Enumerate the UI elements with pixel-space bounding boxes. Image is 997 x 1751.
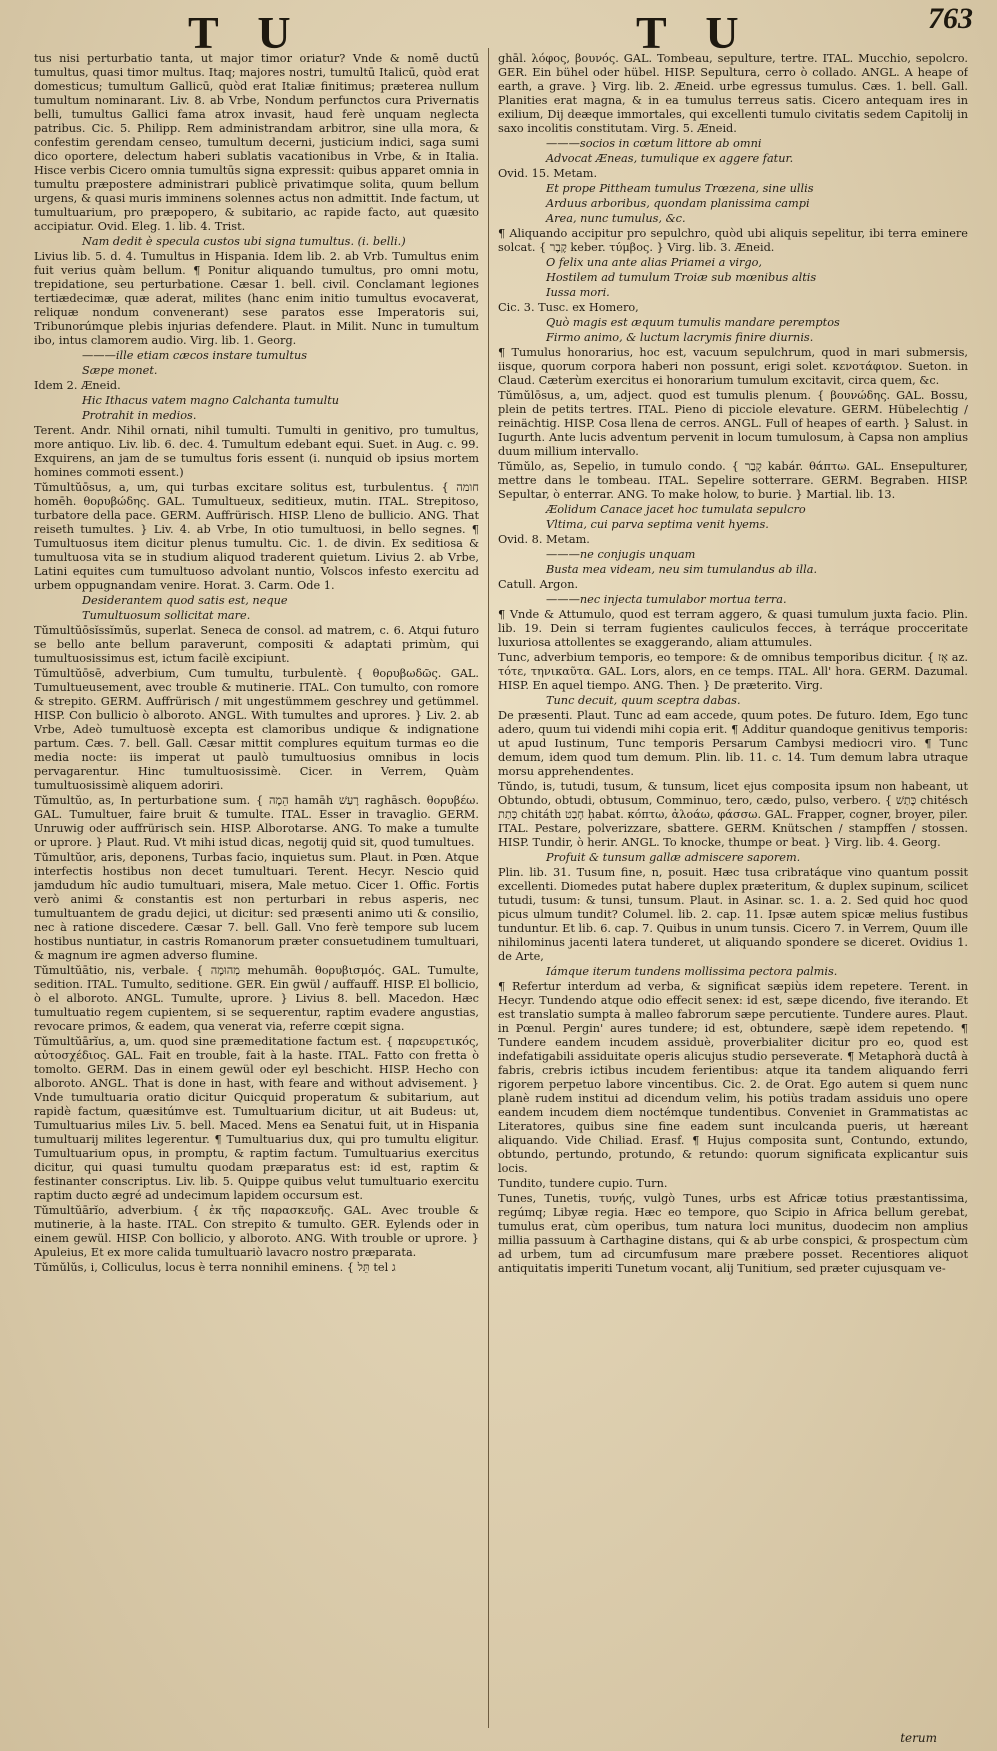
dictionary-entry-text: Tŭmultŭōsē, adverbium, Cum tumultu, turbulentè. { θορυβωδῶς. GAL. Tumultueusement, avec trouble & mutinerie. ITAL. Con tumulto, con romore & strepito. GERM. Auffrürisch / mit ungestümmem geschrey und getümmel. HISP. Con bullicio ò alboroto. ANGL. With tumultes and uprores. } Liv. 2. ab Vrbe, Adeò tumultuosè excepta est clamoribus undique & indignatione partum. Cæs. 7. bell. Gall. Cæsar mittit complures equitum turmas eo die media nocte: iis imperat ut paulò tumultuosius omnibus in locis pervagarentur. Hinc tumultuosissimè. Cicer. in Verrem, Quàm tumultuosissimè aliquem adoriri. [34,667,479,792]
dictionary-entry-text: Tunc, adverbium temporis, eo tempore: & de omnibus temporibus dicitur. { אָז az. τότε, τηνικαῦτα. GAL. Lors, alors, en ce temps. ITAL. All' hora. GERM. Dazumal. HISP. En aquel tiempo. ANG. Then. } De præterito. Virg. [498,651,968,692]
verse-quotation: ———ne conjugis unquam [546,548,696,561]
running-header [0,0,997,60]
verse-quotation: ———socios in cœtum littore ab omni [546,137,762,150]
dictionary-entry-text: Cic. 3. Tusc. ex Homero, [498,301,639,314]
verse-quotation: Tumultuosum sollicitat mare. [82,609,251,622]
verse-quotation: Quò magis est æquum tumulis mandare peremptos [546,316,840,329]
verse-quotation: Iámque iterum tundens mollissima pectora palmis. [546,965,838,978]
dictionary-entry-text: Ovid. 8. Metam. [498,533,590,546]
dictionary-entry-text: Tŭmŭlōsus, a, um, adject. quod est tumulis plenum. { βουνώδης. GAL. Bossu, plein de petits tertres. ITAL. Pieno di picciole elevature. GERM. Hübelechtig / reinächtig. HISP. Cosa llena de cerros. ANGL. Full of heapes of earth. } Salust. in Iugurth. Ante lucis adventum pervenit in locum tumulosum, à Capsa non amplius duum millium intervallo. [498,389,968,458]
dictionary-entry-text: Tŭmultŭārĭo, adverbium. { ἐκ τῆς παρασκευῆς. GAL. Avec trouble & mutinerie, à la haste. ITAL. Con strepito & tumulto. GER. Eylends oder in einem gewül. HISP. Con bollicio, y alboroto. ANG. With trouble or uprore. } Apuleius, Et ex more calida tumultuariò lavacro nostro præparata. [34,1204,479,1259]
verse-quotation: Arduus arboribus, quondam planissima campi [546,197,810,210]
dictionary-entry-text: ghāl. λόφος, βουνός. GAL. Tombeau, sepulture, tertre. ITAL. Mucchio, sepolcro. GER. Ein bühel oder hübel. HISP. Sepultura, cerro ò collado. ANGL. A heape of earth, a grave. } Virg. lib. 2. Æneid. urbe egressus tumulus. Cæs. 1. bell. Gall. Planities erat magna, & in ea tumulus terreus satis. Cicero antequam ires in exilium, Dij deæque immortales, qui excellenti tumulo civitatis sedem Capitolij in saxo incolitis constitutam. Virg. 5. Æneid. [498,52,968,135]
left-column [34,52,479,1740]
verse-quotation: Iussa mori. [546,286,610,299]
dictionary-entry-text: Terent. Andr. Nihil ornati, nihil tumulti. Tumulti in genitivo, pro tumultus, more antiquo. Liv. lib. 6. dec. 4. Tumultum edebant equi. Suet. in Aug. c. 99. Exquirens, an jam de se tumultus foris essent (i. nunquid ob ipsius mortem homines commoti essent.) [34,424,479,479]
dictionary-entry-text: Tŭmŭlo, as, Sepelio, in tumulo condo. { קָבַר kabár. θάπτω. GAL. Ensepulturer, mettre dans le tombeau. ITAL. Sepelire sotterrare. GERM. Begraben. HISP. Sepultar, ò enterrar. ANG. To make holow, to burie. } Martial. lib. 13. [498,460,968,501]
verse-quotation: Profuit & tunsum gallæ admiscere saporem. [546,851,801,864]
verse-quotation: Et prope Pittheam tumulus Trœzena, sine ullis [546,182,814,195]
catchword: terum [900,1731,937,1745]
verse-quotation: Firmo animo, & luctum lacrymis finire diurnis. [546,331,814,344]
dictionary-entry-text: Tŭmultŭōsus, a, um, qui turbas excitare solitus est, turbulentus. { חומה homēh. θορυβώδης. GAL. Tumultueux, seditieux, mutin. ITAL. Strepitoso, turbatore della pace. GERM. Auffrürisch. HISP. Lleno de bullicio. ANG. That reiseth tumultes. } Liv. 4. ab Vrbe, In otio tumultuosi, in bello segnes. ¶ Tumultuosus item dicitur plenus tumultu. Cic. 1. de divin. Ex seditiosa & tumultuosa vita se in studium aliquod traderent quietum. Livius 2. ab Vrbe, Latini equites cum tumultuoso advolant nuntio, Volscos infesto exercitu ad urbem oppugnandam venire. Horat. 3. Carm. Ode 1. [34,481,479,592]
dictionary-entry-text: ¶ Tumulus honorarius, hoc est, vacuum sepulchrum, quod in mari submersis, iisque, quorum corpora haberi non possunt, erigi solet. κενοτάφιον. Sueton. in Claud. Cæterùm exercitus ei honorarium tumulum excitavit, circa quem, &c. [498,346,968,387]
verse-quotation: O felix una ante alias Priamei a virgo, [546,256,762,269]
left-running-letters: T U [188,7,305,58]
verse-quotation: ———ille etiam cæcos instare tumultus [82,349,308,362]
verse-quotation: Area, nunc tumulus, &c. [546,212,686,225]
verse-quotation: Hic Ithacus vatem magno Calchanta tumultu [82,394,340,407]
verse-quotation: Advocat Æneas, tumulique ex aggere fatur. [546,152,794,165]
dictionary-entry-text: Tŭmultŭātio, nis, verbale. { מְהוּמָה mehumāh. θορυβισμός. GAL. Tumulte, sedition. ITAL. Tumulto, seditione. GER. Ein gwül / auffauff. HISP. El bollicio, ò el alboroto. ANGL. Tumulte, uprore. } Livius 8. bell. Macedon. Hæc tumultuatio regem cupientem, si se sequerentur, raptim evadere angustias, revocare primos, & eadem, qua venerat via, referre cœpit signa. [34,964,479,1033]
dictionary-entry-text: Tŭmultŭo, as, In perturbatione sum. { הֵמָה hamāh רָעַשׁ raghāsch. θορυβέω. GAL. Tumultuer, faire bruit & tumulte. ITAL. Esser in travaglio. GERM. Unruwig oder auffrürisch sein. HISP. Alborotarse. ANG. To make a tumulte or uprore. } Plaut. Rud. Vt mihi istud dicas, negotij quid sit, quod tumultues. [34,794,479,849]
dictionary-entry-text: Plin. lib. 31. Tusum fine, n, posuit. Hæc tusa cribratáque vino quantum possit excellenti. Diomedes putat habere duplex præteritum, & duplex supinum, scilicet tutudi, tusum: & tunsi, tunsum. Plaut. in Asinar. sc. 1. a. 2. Sed quid hoc quod picus ulmum tundit? Columel. lib. 2. cap. 11. Ipsæ autem spicæ melius fustibus tunduntur. Et lib. 6. cap. 7. Quibus in unum tunsis. Cicero 7. in Verrem, Quum ille nihilominus jacenti latera tunderet, ut aliquando spondere se diceret. Ovidius 1. de Arte, [498,866,968,963]
column-divider [488,48,489,1728]
dictionary-entry-text: ¶ Aliquando accipitur pro sepulchro, quòd ubi aliquis sepelitur, ibi terra eminere solcat. { קֶבֶר keber. τύμβος. } Virg. lib. 3. Æneid. [498,227,968,254]
right-column [498,52,968,1740]
verse-quotation: Protrahit in medios. [82,409,197,422]
dictionary-entry-text: Catull. Argon. [498,578,579,591]
dictionary-entry-text: Tŭmultŭōsĭssĭmŭs, superlat. Seneca de consol. ad matrem, c. 6. Atqui futuro se bello ante bellum paraverunt, compositi & adaptati primùm, qui tumultuosissimus est, ictum facilè excipiunt. [34,624,479,665]
dictionary-entry-text: Tŭmultŭor, aris, deponens, Turbas facio, inquietus sum. Plaut. in Pœn. Atque interfectis hostibus non decet tumultuari. Terent. Hecyr. Nescio quid jamdudum hîc audio tumultuari, misera, Male metuo. Cicer 1. Offic. Fortis verò animi & constantis est non perturbari in rebus asperis, nec tumultuantem de gradu dejici, ut dicitur: sed præsenti animo uti & consilio, nec à ratione discedere. Cæsar 7. bell. Gall. Vno ferè tempore sub lucem hostibus nuntiatur, in castris Romanorum præter consuetudinem tumultuari, & magnum ire agmen adverso flumine. [34,851,479,962]
dictionary-entry-text: Ovid. 15. Metam. [498,167,598,180]
dictionary-entry-text: ¶ Vnde & Attumulo, quod est terram aggero, & quasi tumulum juxta facio. Plin. lib. 19. Dein si terram fugientes cauliculos fecces, à terráque procceritate luxuriosa attollentes se exaggerando, aliam attumules. [498,608,968,649]
dictionary-entry-text: Tŭmŭlŭs, i, Colliculus, locus è terra nonnihil eminens. { תֵּל tel ג [34,1261,396,1274]
page-number: 763 [928,2,973,35]
dictionary-entry-text: Tŭndo, is, tutudi, tusum, & tunsum, licet ejus composita ipsum non habeant, ut Obtundo, obtudi, obtusum, Comminuo, tero, cædo, pulso, verbero. { כָּתַשׁ chitésch כָּתַת chitáth חָבַט ḥabat. κόπτω, ἀλοάω, φάσσω. GAL. Frapper, cogner, broyer, piler. ITAL. Pestare, polverizzare, sbattere. GERM. Knütschen / stampffen / stossen. HISP. Tundir, ò herir. ANGL. To knocke, thumpe or beat. } Virg. lib. 4. Georg. [498,780,968,849]
dictionary-entry-text: De præsenti. Plaut. Tunc ad eam accede, quum potes. De futuro. Idem, Ego tunc adero, quum tui videndi mihi copia erit. ¶ Additur quandoque genitivus temporis: ut apud Iustinum, Tunc temporis Persarum Cambysi mediocri viro. ¶ Tunc demum, idem quod tum demum. Plin. lib. 11. c. 14. Tum demum labra utraque morsu apprehendentes. [498,709,968,778]
verse-quotation: Busta mea videam, neu sim tumulandus ab illa. [546,563,818,576]
verse-quotation: Hostilem ad tumulum Troiæ sub mœnibus altis [546,271,817,284]
dictionary-entry-text: ¶ Refertur interdum ad verba, & significat sæpiùs idem repetere. Terent. in Hecyr. Tundendo atque odio effecit senex: id est, sæpe dicendo, five iterando. Et est translatio sumpta à malleo fabrorum sæpe percutiente. Tundere aures. Plaut. in Pœnul. Pergin' aures tundere; id est, obtundere, sæpè idem repetendo. ¶ Tundere eandem incudem assiduè, proverbialiter dicitur pro eo, quod est indefatigabili assiduitate operis alicujus studio perseverate. ¶ Metaphorà ductâ à fabris, crebris ictibus incudem ferientibus: atque ita tandem aliquando ferri rigorem perpetuo labore vincentibus. Cic. 2. de Orat. Ego autem si quem nunc planè rudem institui ad dicendum velim, his potiùs tradam assiduis uno opere eandem incudem diem noctémque tundentibus. Conveniet in Grammatistas ac Literatores, quibus sine fine eadem sunt inculcanda pueris, ut hæreant aliquando. Vide Chiliad. Erasf. ¶ Hujus composita sunt, Contundo, extundo, obtundo, pertundo, protundo, & retundo: quorum significata explicantur suis locis. [498,980,968,1175]
verse-quotation: Tunc decuit, quum sceptra dabas. [546,694,741,707]
verse-quotation: Nam dedit è specula custos ubi signa tumultus. (i. belli.) [82,235,406,248]
dictionary-entry-text: Tŭmultŭārĭus, a, um. quod sine præmeditatione factum est. { παρευρετικός, αὐτοσχέδιος. GAL. Fait en trouble, fait à la haste. ITAL. Fatto con fretta ò tomolto. GERM. Das in einem gewül oder eyl beschicht. HISP. Hecho con alboroto. ANGL. That is done in hast, with feare and without advisement. } Vnde tumultuaria oratio dicitur Quicquid properatum & subitarium, aut rapidè factum, quæsitúmve est. Tumultuarium dicitur, ut ait Budeus: ut, Tumultuarius miles Liv. 5. bell. Maced. Mens ea Senatui fuit, ut in Hispania tumultuarij milites legerentur. ¶ Tumultuarius dux, qui pro tumultu eligitur. Tumultuarium opus, in promptu, & raptim factum. Tumultuarius exercitus dicitur, qui quasi tumultu quodam præparatus est: id est, raptim & festinanter conscriptus. Liv. lib. 5. Quippe quibus velut tumultuario exercitu raptim ducto ægré ad undecimum lapidem occursum est. [34,1035,479,1202]
dictionary-entry-text: Idem 2. Æneid. [34,379,121,392]
dictionary-entry-text: Tundito, tundere cupio. Turn. [498,1177,668,1190]
dictionary-entry-text: Tunes, Tunetis, τυνής, vulgò Tunes, urbs est Africæ totius præstantissima, regúmq; Libyæ regia. Hæc eo tempore, quo Scipio in Africa bellum gerebat, tumulus erat, cùm operibus, tum natura loci munitus, duodecim non amplius millia passuum à Carthagine distans, qui & ab urbe conspici, & prospectum cùm ad urbem, tum ad circumfusum mare præbere posset. Recentiores aliquot antiquitatis imperiti Tunetum vocant, alij Tunitium, sed præter cujusquam ve- [498,1192,968,1275]
verse-quotation: Æolidum Canace jacet hoc tumulata sepulcro [546,503,806,516]
verse-quotation: Vltima, cui parva septima venit hyems. [546,518,769,531]
dictionary-entry-text: Livius lib. 5. d. 4. Tumultus in Hispania. Idem lib. 2. ab Vrb. Tumultus enim fuit verius quàm bellum. ¶ Ponitur aliquando tumultus, pro omni motu, trepidatione, seu perturbatione. Cæsar 1. bell. civil. Conclamant legiones tertiædecimæ, quæ aderat, milites (hanc enim initio tumultus evocaverat, reliquæ nondum convenerant) sese paratos esse Imperatoris sui, Tribunorúmque plebis injurias defendere. Plaut. in Milit. Nunc in tumultum ibo, intus clamorem audio. Virg. lib. 1. Georg. [34,250,479,347]
verse-quotation: Sæpe monet. [82,364,158,377]
dictionary-entry-text: tus nisi perturbatio tanta, ut major timor oriatur? Vnde & nomē ductū tumultus, quasi timor multus. Itaq; majores nostri, tumultū Italicū, quòd erat domesticus; tumultum Gallicū, quòd erat Italiæ finitimus; præterea nullum tumultum nominarant. Liv. 8. ab Vrbe, Nondum perfunctos cura Privernatis belli, tumultus Gallici fama atrox invasit, haud ferè unquam neglecta patribus. Cic. 5. Philipp. Rem administrandam arbitror, sine ulla mora, & confestim gerendam censeo, tumultum decerni, justicium indici, saga sumi dico oportere, delectum haberi sublatis vacationibus in Vrbe, & in Italia. Hisce verbis Cicero omnia tumultūs signa expressit: quibus apparet omnia in tumultu præpostere administrari publicè privatimque solita, quum bellum urgens, & quasi muris imminens solennes actus non admittit. Inde factum, ut tumultuarium, pro præpopero, & subitario, ac rapide facto, aut quæsito accipiatur. Ovid. Eleg. 1. lib. 4. Trist. [34,52,479,233]
verse-quotation: ———nec injecta tumulabor mortua terra. [546,593,787,606]
right-running-letters: T U [636,7,753,58]
verse-quotation: Desiderantem quod satis est, neque [82,594,288,607]
